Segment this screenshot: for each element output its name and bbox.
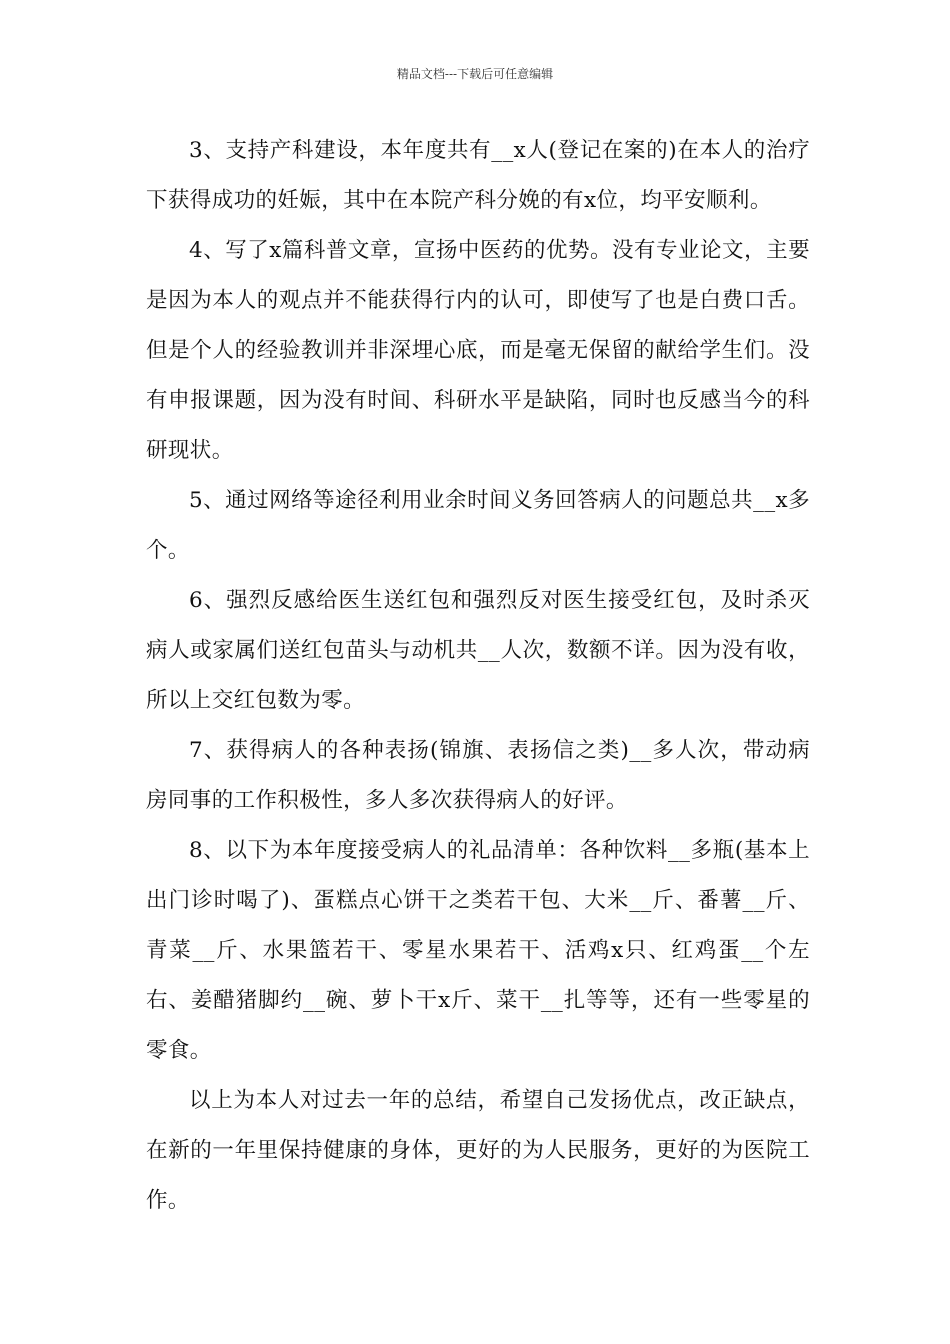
paragraph-item-6: 6、强烈反感给医生送红包和强烈反对医生接受红包，及时杀灭病人或家属们送红包苗头与动机共__人次，数额不详。因为没有收，所以上交红包数为零。 <box>146 588 810 713</box>
paragraph-item-3: 3、支持产科建设，本年度共有__x人(登记在案的)在本人的治疗下获得成功的妊娠，其中在本院产科分娩的有x位，均平安顺利。 <box>146 138 810 213</box>
paragraph-item-7: 7、获得病人的各种表扬(锦旗、表扬信之类)__多人次，带动病房同事的工作积极性，多人多次获得病人的好评。 <box>146 738 810 813</box>
paragraph-item-8: 8、以下为本年度接受病人的礼品清单：各种饮料__多瓶(基本上出门诊时喝了)、蛋糕点心饼干之类若干包、大米__斤、番薯__斤、青菜__斤、水果篮若干、零星水果若干、活鸡x只、红鸡蛋__个左右、姜醋猪脚约__碗、萝卜干x斤、菜干__扎等等，还有一些零星的零食。 <box>146 838 810 1063</box>
document-body <box>146 126 810 1226</box>
paragraph-summary: 以上为本人对过去一年的总结，希望自己发扬优点，改正缺点，在新的一年里保持健康的身体，更好的为人民服务，更好的为医院工作。 <box>146 1088 810 1213</box>
paragraph-item-5: 5、通过网络等途径利用业余时间义务回答病人的问题总共__x多个。 <box>146 488 810 563</box>
paragraph-item-4: 4、写了x篇科普文章，宣扬中医药的优势。没有专业论文，主要是因为本人的观点并不能获得行内的认可，即使写了也是白费口舌。但是个人的经验教训并非深埋心底，而是毫无保留的献给学生们。没有申报课题，因为没有时间、科研水平是缺陷，同时也反感当今的科研现状。 <box>146 238 810 463</box>
page-header: 精品文档---下载后可任意编辑 <box>396 67 554 81</box>
